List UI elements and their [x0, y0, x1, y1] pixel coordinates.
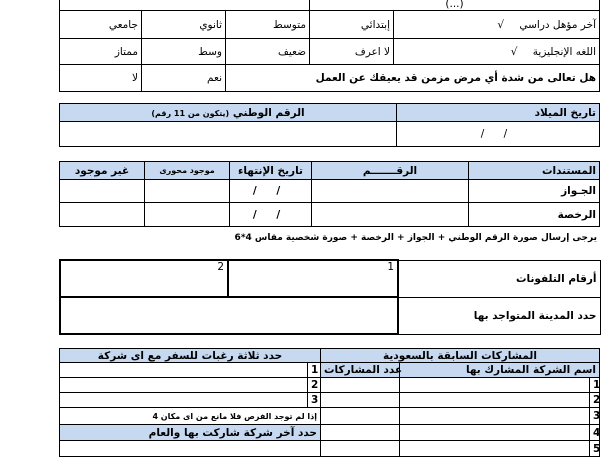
english-label-cell — [394, 39, 600, 65]
wish-field-3[interactable] — [60, 393, 308, 408]
birth-date-label: تاريخ الميلاد — [397, 104, 600, 122]
last-company-field[interactable] — [60, 441, 321, 457]
wish-field-1[interactable] — [60, 363, 308, 378]
passport-label: الجـواز — [469, 180, 600, 203]
city-label: حدد المدينة المتواجد بها — [398, 297, 600, 334]
license-expiry-field[interactable]: / / — [230, 203, 312, 227]
phone-field-2[interactable] — [60, 260, 228, 297]
participation-count-2[interactable] — [321, 393, 400, 408]
passport-number-field[interactable] — [312, 180, 469, 203]
wish-number-2: 2 — [308, 378, 321, 393]
participation-number-5: 5 — [590, 441, 600, 457]
passport-expiry-field[interactable]: / / — [230, 180, 312, 203]
english-check-mark: √ — [510, 45, 518, 58]
education-option-intermediate[interactable]: متوسط — [226, 11, 310, 39]
license-found-cell[interactable] — [145, 203, 230, 227]
passport-found-cell[interactable] — [145, 180, 230, 203]
national-id-hint: (يتكون من 11 رقم) — [151, 108, 230, 118]
doc-header-found: موجود محورى — [145, 162, 230, 180]
phone-slot-1-number: 1 — [387, 261, 394, 273]
phone-slot-2-number: 2 — [217, 261, 224, 273]
contact-table — [59, 259, 601, 335]
doc-header-not-found: غير موجود — [60, 162, 145, 180]
national-id-label: الرقم الوطني — [232, 106, 305, 119]
phones-label: أرقام التلفونات — [398, 260, 600, 297]
wish-number-3: 3 — [308, 393, 321, 408]
national-id-field[interactable] — [60, 122, 397, 147]
english-option-medium[interactable]: وسط — [142, 39, 226, 65]
documents-note: يرجى إرسال صورة الرقم الوطني + الجواز + الرخصة + صورة شخصية مقاس 4*6 — [234, 233, 597, 243]
participation-company-3[interactable] — [400, 408, 590, 425]
passport-not-found-cell[interactable] — [60, 180, 145, 203]
wish-number-1: 1 — [308, 363, 321, 378]
birth-table — [59, 103, 600, 147]
phone-field-1[interactable] — [228, 260, 398, 297]
doc-header-documents: المستندات — [469, 162, 600, 180]
education-option-primary[interactable] — [310, 11, 394, 39]
doc-header-number: الرقـــــــم — [312, 162, 469, 180]
education-option-university[interactable]: جامعي — [60, 11, 142, 39]
col-participation-count: عدد المشاركات — [321, 363, 400, 378]
participation-number-2: 2 — [590, 393, 600, 408]
participation-company-2[interactable] — [400, 393, 590, 408]
participation-count-3[interactable] — [321, 408, 400, 425]
doc-header-expiry: تاريخ الإنتهاء — [230, 162, 312, 180]
license-number-field[interactable] — [312, 203, 469, 227]
license-not-found-cell[interactable] — [60, 203, 145, 227]
participation-count-1[interactable] — [321, 378, 400, 393]
national-id-header — [60, 104, 397, 122]
col-company-name: اسم الشركة المشارك بها — [400, 363, 600, 378]
disease-question: هل تعالى من شدة أي مرض مزمن قد يعيقك عن العمل — [226, 65, 600, 92]
participation-count-4[interactable] — [321, 425, 400, 441]
education-label-cell — [394, 11, 600, 39]
education-label: آخر مؤهل دراسي — [519, 18, 597, 31]
last-company-label: حدد آخر شركة شاركت بها والعام — [60, 425, 321, 441]
participation-number-3: 3 — [590, 408, 600, 425]
wish-note-any-place: 4 إذا لم توجد الفرص فلا مانع من اى مكان — [60, 408, 321, 425]
qualification-table — [59, 0, 600, 92]
education-option-secondary[interactable]: ثانوي — [142, 11, 226, 39]
history-table — [59, 348, 600, 457]
participation-count-5[interactable] — [321, 441, 400, 457]
participation-company-5[interactable] — [400, 441, 590, 457]
birth-date-field[interactable]: / / — [397, 122, 600, 147]
participations-header: المشاركات السابقة بالسعودية — [321, 349, 600, 363]
education-check-mark: √ — [497, 18, 505, 31]
participation-number-1: 1 — [590, 378, 600, 393]
participation-company-4[interactable] — [400, 425, 590, 441]
english-option-excellent[interactable]: ممتاز — [60, 39, 142, 65]
participation-number-4: 4 — [590, 425, 600, 441]
license-label: الرخصة — [469, 203, 600, 227]
disease-answer-no[interactable]: لا — [60, 65, 142, 92]
participation-company-1[interactable] — [400, 378, 590, 393]
english-label: اللغه الإنجليزية — [532, 45, 597, 58]
top-partial-row-left — [60, 0, 310, 11]
english-option-none[interactable]: لا اعرف — [310, 39, 394, 65]
wishes-header: حدد ثلاثة رغبات للسفر مع اى شركة — [60, 349, 321, 363]
english-option-weak[interactable]: ضعيف — [226, 39, 310, 65]
education-option-primary-label: إبتدائي — [360, 18, 391, 31]
city-field[interactable] — [60, 297, 398, 334]
documents-table — [59, 161, 600, 227]
wish-field-2[interactable] — [60, 378, 308, 393]
disease-answer-yes[interactable]: نعم — [142, 65, 226, 92]
top-partial-row-text: (...) — [310, 0, 600, 11]
